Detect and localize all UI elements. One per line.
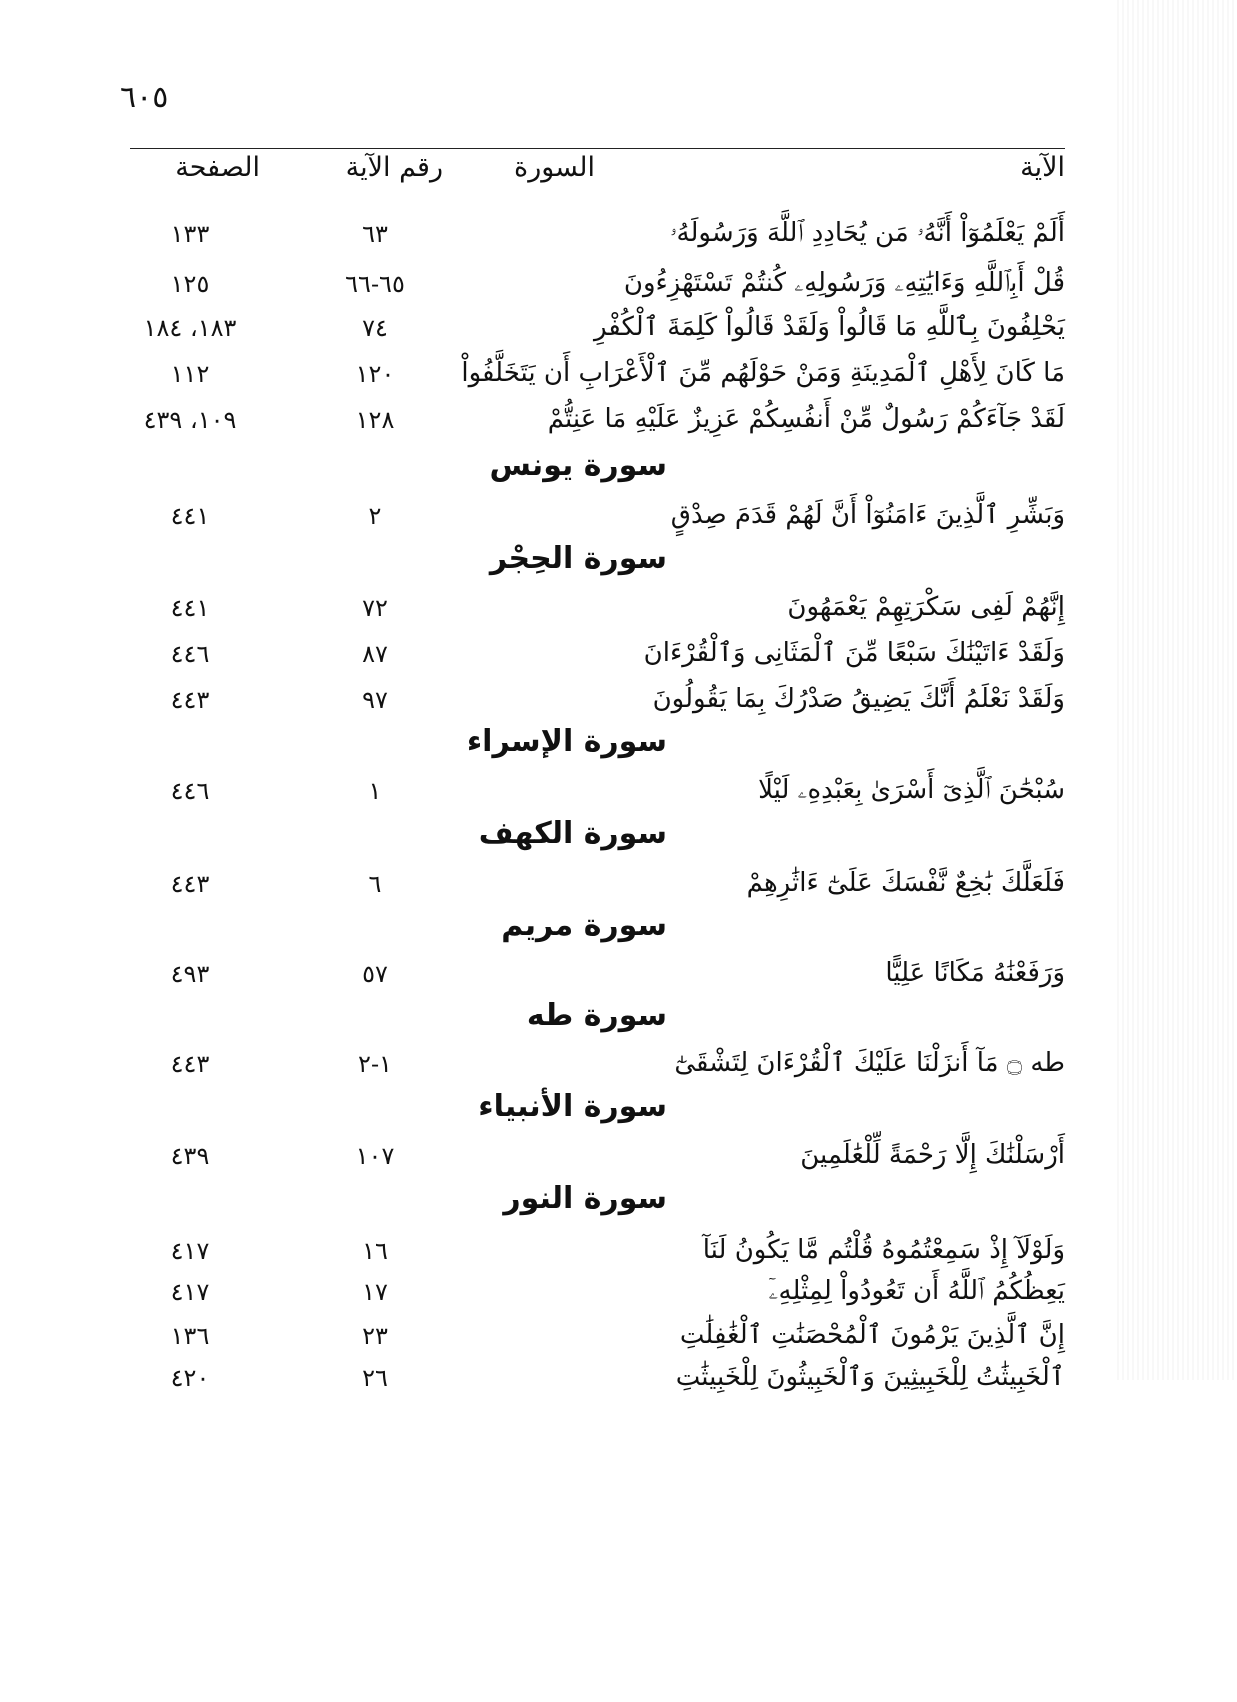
aya-number: ١	[368, 777, 382, 805]
page-reference: ١٣٣	[170, 220, 210, 248]
page-reference: ٤٤٣	[170, 1050, 210, 1078]
header-aya-number: رقم الآية	[345, 152, 443, 183]
page-number: ٦٠٥	[120, 80, 169, 115]
aya-number: ٨٧	[362, 640, 388, 668]
aya-number: ٢	[368, 502, 382, 530]
header-page: الصفحة	[175, 152, 260, 183]
page-reference: ١١٢	[170, 360, 210, 388]
aya-number: ٩٧	[362, 686, 388, 714]
page-reference: ١٨٣، ١٨٤	[143, 314, 237, 342]
verse-text: أَرْسَلْنَٰكَ إِلَّا رَحْمَةً لِّلْعَٰلَمِينَ	[800, 1140, 1065, 1170]
aya-number: ٧٤	[362, 314, 388, 342]
sura-title: سورة يونس	[489, 448, 667, 483]
aya-number: ٥٧	[362, 960, 388, 988]
page-reference: ٤٤١	[170, 594, 210, 622]
page-reference: ٤١٧	[170, 1237, 210, 1265]
sura-title: سورة طه	[526, 998, 667, 1033]
verse-text: وَلَقَدْ نَعْلَمُ أَنَّكَ يَضِيقُ صَدْرُكَ بِمَا يَقُولُونَ	[652, 684, 1065, 714]
sura-title: سورة النور	[503, 1181, 667, 1216]
page-reference: ٤٤٦	[170, 777, 210, 805]
verse-text: وَرَفَعْنَٰهُ مَكَانًا عَلِيًّا	[885, 958, 1065, 988]
page-reference: ٤٩٣	[170, 960, 210, 988]
verse-text: إِنَّ ٱلَّذِينَ يَرْمُونَ ٱلْمُحْصَنَٰتِ ٱلْغَٰفِلَٰتِ	[679, 1320, 1065, 1350]
page-reference: ٤٤٣	[170, 870, 210, 898]
verse-text: مَا كَانَ لِأَهْلِ ٱلْمَدِينَةِ وَمَنْ حَوْلَهُم مِّنَ ٱلْأَعْرَابِ أَن يَتَخَلَّفُواْ	[461, 358, 1065, 388]
sura-title: سورة الإسراء	[466, 724, 667, 759]
verse-text: قُلْ أَبِٱللَّهِ وَءَايَٰتِهِۦ وَرَسُولِهِۦ كُنتُمْ تَسْتَهْزِءُونَ	[623, 268, 1065, 298]
page-reference: ٤٣٩	[170, 1142, 210, 1170]
aya-number: ٦٣	[362, 220, 388, 248]
aya-number: ٢٣	[362, 1322, 388, 1350]
page-reference: ٤٤٣	[170, 686, 210, 714]
page-reference: ٤٤٦	[170, 640, 210, 668]
verse-text: إِنَّهُمْ لَفِى سَكْرَتِهِمْ يَعْمَهُونَ	[787, 592, 1065, 622]
aya-number: ١٧	[362, 1278, 388, 1306]
aya-number: ٢٦	[362, 1364, 388, 1392]
page-reference: ٤٢٠	[170, 1364, 210, 1392]
page-reference: ١٣٦	[170, 1322, 210, 1350]
verse-text: فَلَعَلَّكَ بَٰخِعٌ نَّفْسَكَ عَلَىٰٓ ءَاثَٰرِهِمْ	[746, 868, 1065, 898]
aya-number: ١٢٠	[355, 360, 395, 388]
page-reference: ١٠٩، ٤٣٩	[143, 406, 237, 434]
verse-text: يَعِظُكُمُ ٱللَّهُ أَن تَعُودُواْ لِمِثْلِهِۦٓ	[768, 1276, 1065, 1306]
verse-text: أَلَمْ يَعْلَمُوٓاْ أَنَّهُۥ مَن يُحَادِدِ ٱللَّهَ وَرَسُولَهُۥ	[670, 218, 1065, 248]
verse-text: وَبَشِّرِ ٱلَّذِينَ ءَامَنُوٓاْ أَنَّ لَهُمْ قَدَمَ صِدْقٍ	[670, 500, 1065, 530]
verse-text: سُبْحَٰنَ ٱلَّذِىٓ أَسْرَىٰ بِعَبْدِهِۦ لَيْلًا	[758, 775, 1065, 805]
header-aya: الآية	[1020, 152, 1065, 183]
header-sura: السورة	[514, 152, 595, 183]
page-reference: ١٢٥	[170, 270, 210, 298]
aya-number: ١٠٧	[355, 1142, 395, 1170]
sura-title: سورة الأنبياء	[478, 1089, 667, 1124]
aya-number: ١٢٨	[355, 406, 395, 434]
aya-number: ٦٥-٦٦	[345, 270, 405, 298]
aya-number: ١٦	[362, 1237, 388, 1265]
verse-text: لَقَدْ جَآءَكُمْ رَسُولٌ مِّنْ أَنفُسِكُمْ عَزِيزٌ عَلَيْهِ مَا عَنِتُّمْ	[547, 404, 1065, 434]
aya-number: ٧٢	[362, 594, 388, 622]
aya-number: ١-٢	[358, 1050, 392, 1078]
header-rule	[130, 148, 1065, 149]
sura-title: سورة الحِجْر	[489, 541, 667, 576]
sura-title: سورة مريم	[501, 908, 667, 943]
aya-number: ٦	[368, 870, 382, 898]
verse-text: وَلَوْلَآ إِذْ سَمِعْتُمُوهُ قُلْتُم مَّا يَكُونُ لَنَآ	[702, 1235, 1065, 1265]
page-reference: ٤٤١	[170, 502, 210, 530]
verse-text: يَحْلِفُونَ بِٱللَّهِ مَا قَالُواْ وَلَقَدْ قَالُواْ كَلِمَةَ ٱلْكُفْرِ	[593, 312, 1065, 342]
page-edge-shadow	[1117, 0, 1237, 1380]
page-reference: ٤١٧	[170, 1278, 210, 1306]
verse-text: ٱلْخَبِيثَٰتُ لِلْخَبِيثِينَ وَٱلْخَبِيثُونَ لِلْخَبِيثَٰتِ	[675, 1362, 1065, 1392]
verse-text: طه ۝ مَآ أَنزَلْنَا عَلَيْكَ ٱلْقُرْءَانَ لِتَشْقَىٰٓ	[674, 1048, 1065, 1078]
verse-text: وَلَقَدْ ءَاتَيْنَٰكَ سَبْعًا مِّنَ ٱلْمَثَانِى وَٱلْقُرْءَانَ	[643, 638, 1065, 668]
table-header	[130, 152, 1065, 196]
sura-title: سورة الكهف	[478, 816, 667, 851]
